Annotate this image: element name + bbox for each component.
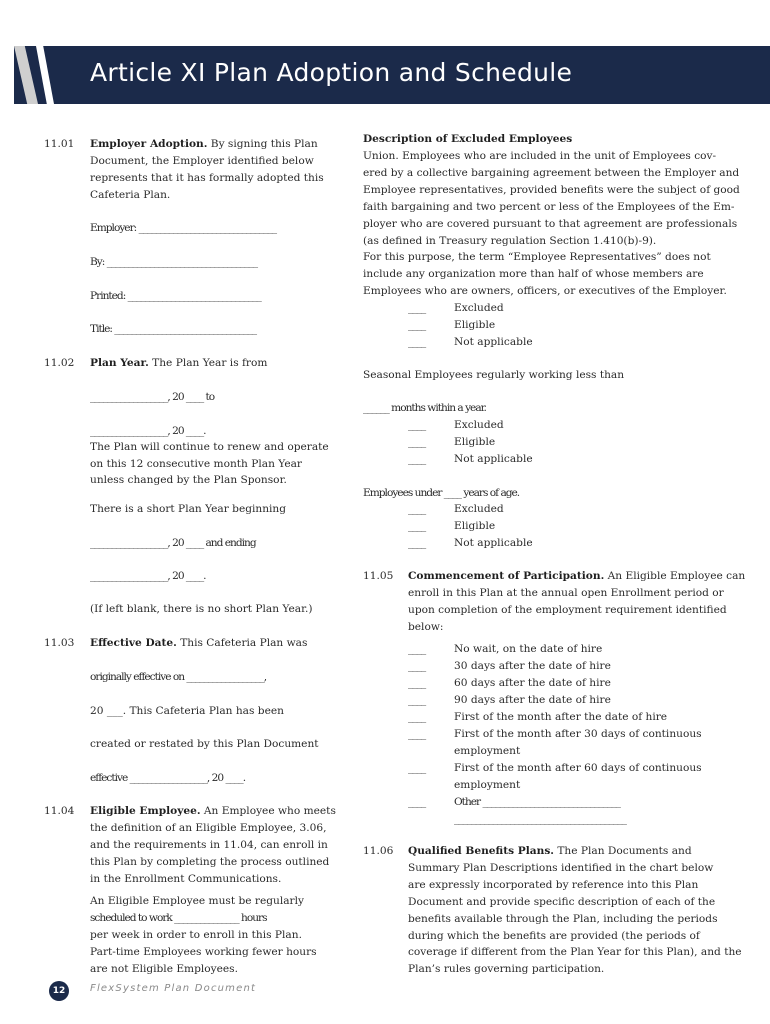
plan-year-end-field[interactable]: __________________, 20 ____. [90, 425, 206, 437]
text: By signing this Plan [210, 138, 318, 150]
section-heading: Employer Adoption. [90, 138, 208, 150]
text-line: on this 12 consecutive month Plan Year [90, 458, 302, 470]
text-line: Summary Plan Descriptions identified in the chart below [408, 862, 714, 874]
text-line: are not Eligible Employees. [90, 963, 238, 975]
text-line: Part-time Employees working fewer hours [90, 946, 317, 958]
title-field[interactable]: Title: _________________________________ [90, 323, 257, 335]
section-heading: Plan Year. [90, 357, 149, 369]
option-label: Not applicable [454, 537, 533, 549]
option-label: No wait, on the date of hire [454, 643, 603, 655]
section-heading: Qualified Benefits Plans. [408, 845, 554, 857]
section-number-1106: 11.06 [363, 845, 394, 857]
section-heading: Commencement of Participation. [408, 570, 605, 582]
text-line: (If left blank, there is no short Plan Year.) [90, 603, 313, 615]
short-plan-year-end-field[interactable]: __________________, 20 ____. [90, 570, 206, 582]
option-label: Excluded [454, 302, 504, 314]
option-label: Eligible [454, 319, 496, 331]
text-line: upon completion of the employment requirement identified [408, 604, 727, 616]
text-line: coverage if different from the Plan Year for this Plan), and the [408, 946, 742, 958]
age-field[interactable]: Employees under ____ years of age. [363, 487, 520, 499]
section-1106-line [408, 843, 692, 860]
text-line: Document and provide specific description of each of the [408, 896, 716, 908]
text: An Employee who meets [203, 805, 336, 817]
text-line: this Plan by completing the process outlined [90, 856, 330, 868]
participation-option-checkbox[interactable]: ____ [408, 694, 426, 706]
page-number-badge: 12 [49, 981, 69, 1001]
age-excluded-checkbox[interactable]: ____ [408, 503, 426, 515]
text-line: per week in order to enroll in this Plan. [90, 929, 302, 941]
option-label: Eligible [454, 436, 496, 448]
seasonal-eligible-checkbox[interactable]: ____ [408, 436, 426, 448]
text: This Cafeteria Plan was [180, 637, 308, 649]
participation-option-checkbox[interactable]: ____ [408, 643, 426, 655]
text-line: Union. Employees who are included in the unit of Employees cov- [363, 150, 717, 162]
section-number-1101: 11.01 [44, 138, 75, 150]
text-line: include any organization more than half of whose members are [363, 268, 704, 280]
text-line: ered by a collective bargaining agreement between the Employer and [363, 167, 740, 179]
text-line: ployer who are covered pursuant to that agreement are professionals [363, 218, 738, 230]
participation-option-checkbox[interactable]: ____ [408, 660, 426, 672]
age-na-checkbox[interactable]: ____ [408, 537, 426, 549]
text-line: For this purpose, the term “Employee Representatives” does not [363, 251, 711, 263]
option-label: 60 days after the date of hire [454, 677, 611, 689]
union-eligible-checkbox[interactable]: ____ [408, 319, 426, 331]
participation-option-checkbox[interactable]: ____ [408, 711, 426, 723]
other-option-field-continued[interactable]: ________________________________________ [454, 813, 626, 825]
participation-option-checkbox[interactable]: ____ [408, 677, 426, 689]
text-line: created or restated by this Plan Document [90, 738, 319, 750]
option-label: Not applicable [454, 336, 533, 348]
text-line: The Plan will continue to renew and operate [90, 441, 329, 453]
union-excluded-checkbox[interactable]: ____ [408, 302, 426, 314]
text-line: represents that it has formally adopted this [90, 172, 324, 184]
participation-option-checkbox[interactable]: ____ [408, 728, 426, 740]
short-plan-year-start-field[interactable]: __________________, 20 ____ and ending [90, 537, 256, 549]
seasonal-months-field[interactable]: ______ months within a year. [363, 402, 486, 414]
seasonal-na-checkbox[interactable]: ____ [408, 453, 426, 465]
section-heading: Effective Date. [90, 637, 177, 649]
section-number-1105: 11.05 [363, 570, 394, 582]
heading-text: Description of Excluded Employees [363, 133, 573, 145]
plan-year-start-field[interactable]: __________________, 20 ____ to [90, 391, 215, 403]
section-1103-line [90, 635, 307, 652]
section-heading: Eligible Employee. [90, 805, 201, 817]
section-number-1104: 11.04 [44, 805, 75, 817]
section-1102-line [90, 355, 267, 372]
option-label: Excluded [454, 419, 504, 431]
weekly-hours-field[interactable]: scheduled to work _______________ hours [90, 912, 267, 924]
text-line: Seasonal Employees regularly working less than [363, 369, 625, 381]
text-line: Cafeteria Plan. [90, 189, 171, 201]
text-line: Plan’s rules governing participation. [408, 963, 605, 975]
text-line: faith bargaining and two percent or less of the Employees of the Em- [363, 201, 735, 213]
text-line: benefits available through the Plan, including the periods [408, 913, 718, 925]
section-1104-line [90, 803, 336, 820]
age-eligible-checkbox[interactable]: ____ [408, 520, 426, 532]
original-effective-date-field[interactable]: originally effective on __________________, [90, 671, 267, 683]
option-label: Excluded [454, 503, 504, 515]
participation-option-checkbox[interactable]: ____ [408, 762, 426, 774]
text-line: Document, the Employer identified below [90, 155, 314, 167]
text-line: in the Enrollment Communications. [90, 873, 282, 885]
text-line: during which the benefits are provided (the periods of [408, 930, 700, 942]
section-number-1103: 11.03 [44, 637, 75, 649]
employer-signature-field[interactable]: Employer: ________________________________ [90, 222, 277, 234]
page-title: Article XI Plan Adoption and Schedule [90, 58, 573, 87]
text-line: An Eligible Employee must be regularly [90, 895, 304, 907]
text-line: the definition of an Eligible Employee, 3.06, [90, 822, 327, 834]
by-signature-field[interactable]: By: ___________________________________ [90, 256, 258, 268]
section-number-1102: 11.02 [44, 357, 75, 369]
text: The Plan Year is from [152, 357, 268, 369]
option-label: Eligible [454, 520, 496, 532]
option-label: Not applicable [454, 453, 533, 465]
text-line: are expressly incorporated by reference into this Plan [408, 879, 699, 891]
printed-name-field[interactable]: Printed: _______________________________ [90, 290, 261, 302]
text-line: (as defined in Treasury regulation Section 1.410(b)-9). [363, 235, 657, 247]
text-line: There is a short Plan Year beginning [90, 503, 287, 515]
option-label: 90 days after the date of hire [454, 694, 611, 706]
seasonal-excluded-checkbox[interactable]: ____ [408, 419, 426, 431]
union-na-checkbox[interactable]: ____ [408, 336, 426, 348]
option-label: First of the month after 60 days of continuous [454, 762, 702, 774]
text-line: Employees who are owners, officers, or executives of the Employer. [363, 285, 727, 297]
option-label: First of the month after 30 days of continuous [454, 728, 702, 740]
option-label: 30 days after the date of hire [454, 660, 611, 672]
text-line: unless changed by the Plan Sponsor. [90, 474, 287, 486]
footer-document-name: FlexSystem Plan Document [90, 983, 257, 994]
restated-effective-date-field[interactable]: effective __________________, 20 ____. [90, 772, 246, 784]
text-line: 20 ___. This Cafeteria Plan has been [90, 705, 284, 717]
option-label: First of the month after the date of hire [454, 711, 668, 723]
section-1105-line [408, 568, 745, 585]
text-line: enroll in this Plan at the annual open Enrollment period or [408, 587, 724, 599]
option-label: employment [454, 779, 521, 791]
option-label: employment [454, 745, 521, 757]
text: The Plan Documents and [557, 845, 692, 857]
section-1101-line [90, 136, 318, 153]
participation-option-checkbox[interactable]: ____ [408, 796, 426, 808]
text-line: and the requirements in 11.04, can enroll in [90, 839, 328, 851]
text-line: Employee representatives, provided benefits were the subject of good [363, 184, 740, 196]
text-line: below: [408, 621, 444, 633]
text: An Eligible Employee can [607, 570, 746, 582]
excluded-employees-heading [363, 131, 572, 148]
other-option-field[interactable]: Other ________________________________ [454, 796, 620, 808]
